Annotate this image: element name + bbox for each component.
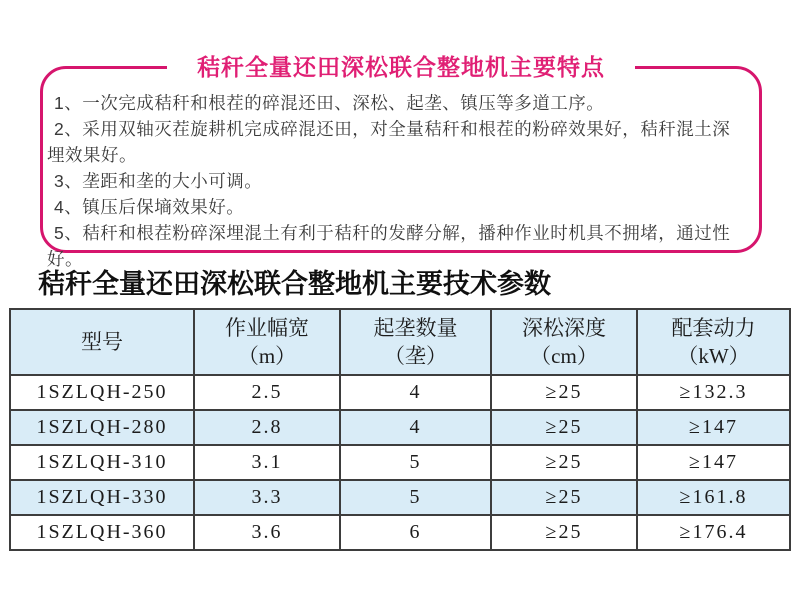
cell-model: 1SZLQH-310	[10, 445, 194, 480]
cell-subsoil-depth: ≥25	[491, 375, 637, 410]
col-header-label: 作业幅宽	[225, 316, 309, 340]
feature-item-5: 5、秸秆和根茬粉碎深埋混土有利于秸秆的发酵分解，播种作业时机具不拥堵，通过性好。	[47, 223, 731, 269]
col-header-working-width	[194, 309, 340, 375]
cell-ridge-count: 4	[340, 410, 491, 445]
cell-matched-power: ≥147	[637, 445, 790, 480]
cell-matched-power: ≥161.8	[637, 480, 790, 515]
col-header-unit: （cm）	[530, 344, 598, 368]
col-header-unit: （kW）	[677, 344, 750, 368]
table-row	[10, 515, 790, 550]
features-list	[43, 69, 759, 272]
table-row	[10, 445, 790, 480]
cell-ridge-count: 6	[340, 515, 491, 550]
cell-matched-power: ≥132.3	[637, 375, 790, 410]
col-header-subsoil-depth	[491, 309, 637, 375]
cell-subsoil-depth: ≥25	[491, 515, 637, 550]
cell-ridge-count: 5	[340, 445, 491, 480]
table-header-row	[10, 309, 790, 375]
col-header-model	[10, 309, 194, 375]
cell-subsoil-depth: ≥25	[491, 445, 637, 480]
cell-model: 1SZLQH-250	[10, 375, 194, 410]
cell-subsoil-depth: ≥25	[491, 480, 637, 515]
cell-matched-power: ≥176.4	[637, 515, 790, 550]
col-header-ridge-count	[340, 309, 491, 375]
specs-section-title: 秸秆全量还田深松联合整地机主要技术参数	[38, 269, 551, 299]
cell-ridge-count: 5	[340, 480, 491, 515]
cell-working-width: 3.3	[194, 480, 340, 515]
feature-item-4: 4、镇压后保墒效果好。	[54, 197, 245, 217]
cell-matched-power: ≥147	[637, 410, 790, 445]
col-header-unit: （m）	[237, 344, 297, 368]
cell-model: 1SZLQH-360	[10, 515, 194, 550]
col-header-unit: （垄）	[384, 344, 447, 368]
col-header-label: 型号	[81, 330, 123, 354]
cell-working-width: 2.5	[194, 375, 340, 410]
col-header-label: 配套动力	[671, 316, 756, 340]
table-row	[10, 410, 790, 445]
cell-working-width: 3.6	[194, 515, 340, 550]
cell-model: 1SZLQH-330	[10, 480, 194, 515]
table-row	[10, 375, 790, 410]
cell-subsoil-depth: ≥25	[491, 410, 637, 445]
feature-item-2: 2、采用双轴灭茬旋耕机完成碎混还田，对全量秸秆和根茬的粉碎效果好，秸秆混土深埋效果好。	[47, 119, 731, 165]
specs-table	[9, 308, 791, 551]
col-header-label: 深松深度	[522, 316, 606, 340]
cell-working-width: 2.8	[194, 410, 340, 445]
features-box-title: 秸秆全量还田深松联合整地机主要特点	[167, 52, 635, 84]
cell-working-width: 3.1	[194, 445, 340, 480]
feature-item-1: 1、一次完成秸秆和根茬的碎混还田、深松、起垄、镇压等多道工序。	[54, 93, 605, 113]
table-row	[10, 480, 790, 515]
col-header-matched-power	[637, 309, 790, 375]
cell-ridge-count: 4	[340, 375, 491, 410]
feature-item-3: 3、垄距和垄的大小可调。	[54, 171, 263, 191]
cell-model: 1SZLQH-280	[10, 410, 194, 445]
features-box	[40, 55, 762, 269]
col-header-label: 起垄数量	[373, 316, 458, 340]
